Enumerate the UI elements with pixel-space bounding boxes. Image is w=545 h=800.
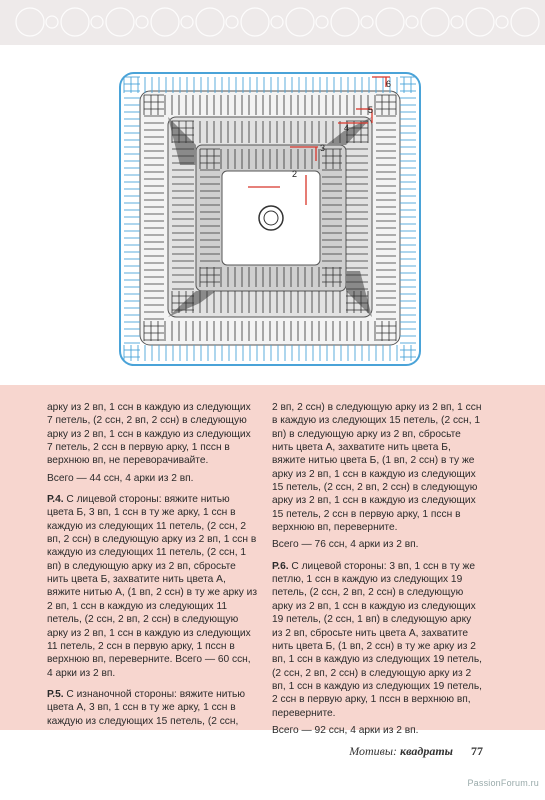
section-prefix: Мотивы: bbox=[349, 744, 401, 758]
round-label: Р.4. bbox=[47, 494, 64, 506]
paragraph: арку из 2 вп, 1 ссн в каждую из следующих 7 петель, (2 ссн, 2 вп, 2 ссн) в следующую арку из 2 вп, 1 ссн в каждую из следующих 7 петель, 2 ссн в первую арку, 1 пссн в верхнюю вп, не переворачивайте. bbox=[47, 402, 251, 467]
section-title bbox=[349, 744, 453, 759]
round-label-3: 3 bbox=[320, 143, 326, 153]
total-line: Всего — 92 ссн, 4 арки из 2 вп. bbox=[272, 724, 419, 736]
instructions-panel bbox=[0, 385, 545, 736]
paragraph: 2 вп, 2 ссн) в следующую арку из 2 вп, 1 ссн в каждую из следующих 15 петель, (2 ссн, 1 вп) в следующую арку из 2 вп, сбросьте нить цвета А, захватите нить цвета Б, вяжите нитью цвета Б, (1 вп, 2 ссн) в ту же арку из 2 вп, 1 ссн в каждую из следующих 15 петель, (2 ссн, 2 вп, 2 ссн) в следующую арку из 2 вп, 1 ссн в каждую из следующих 15 петель, 2 ссн в первую арку, 1 пссн в верхнюю вп, переверните. bbox=[272, 402, 482, 534]
lace-pattern bbox=[0, 0, 545, 45]
crochet-diagram-svg bbox=[110, 65, 430, 375]
round-label: Р.5. bbox=[47, 688, 64, 700]
round-label: Р.6. bbox=[272, 560, 289, 572]
round-label-5: 5 bbox=[368, 105, 374, 115]
round-label-4: 4 bbox=[344, 123, 350, 133]
watermark: PassionForum.ru bbox=[467, 778, 539, 788]
round-label-2: 2 bbox=[292, 169, 298, 179]
round-5-instructions bbox=[47, 688, 259, 728]
round-4-instructions bbox=[47, 493, 259, 680]
round-text: С изнаночной стороны: вяжите нитью цвета А, 3 вп, 1 ссн в ту же арку, 1 ссн в каждую из следующих 15 петель, (2 ссн, bbox=[47, 688, 246, 727]
right-column bbox=[272, 401, 484, 741]
crochet-chart bbox=[110, 65, 430, 375]
round-6-instructions bbox=[272, 560, 484, 720]
round-label-6: 6 bbox=[386, 79, 392, 89]
round-text: С лицевой стороны: вяжите нитью цвета Б, 3 вп, 1 ссн в ту же арку, 1 ссн в каждую из следующих 11 петель, (2 ссн, 2 вп, 2 ссн) в следующую арку из 2 вп, 1 ссн в каждую из следующих 11 петель, (2 ссн, 1 вп) в следующую арку из 2 вп, сбросьте нить цвета Б, захватите нить цвета А, вяжите нитью А, (1 вп, 2 ссн) в ту же арку из 2 вп, 1 ссн в каждую из следующих 11 петель, (2 ссн, 2 вп, 2 ссн) в следующую арку из 2 вп, 1 ссн в каждую из следующих 11 петель, 2 ссн в первую арку, 1 пссн в верхнюю вп, переверните. Всего — 60 ссн, 4 арки из 2 вп. bbox=[47, 494, 258, 679]
total-line: Всего — 76 ссн, 4 арки из 2 вп. bbox=[272, 539, 419, 551]
page-number: 77 bbox=[471, 744, 483, 758]
round-text: С лицевой стороны: 3 вп, 1 ссн в ту же петлю, 1 ссн в каждую из следующих 19 петель, (2 ссн, 2 вп, 2 ссн) в следующую арку из 2 вп, 1 ссн в каждую из следующих 19 петель, (2 ссн, 1 вп) в следующую арку из 2 вп, сбросьте нить цвета А, захватите нить цвета Б, (1 вп, 2 ссн) в ту же арку из 2 вп, 1 ссн в каждую из следующих 19 петель, (2 ссн, 2 вп, 2 ссн) в следующую арку из 2 вп, 1 ссн в каждую из следующих 19 петель, 2 ссн в первую арку, 1 пссн в верхнюю вп, переверните. bbox=[272, 560, 482, 719]
page-footer bbox=[0, 740, 545, 770]
total-line: Всего — 44 ссн, 4 арки из 2 вп. bbox=[47, 472, 194, 484]
left-column bbox=[47, 401, 259, 732]
decorative-header-band bbox=[0, 0, 545, 45]
section-name: квадраты bbox=[400, 744, 453, 758]
